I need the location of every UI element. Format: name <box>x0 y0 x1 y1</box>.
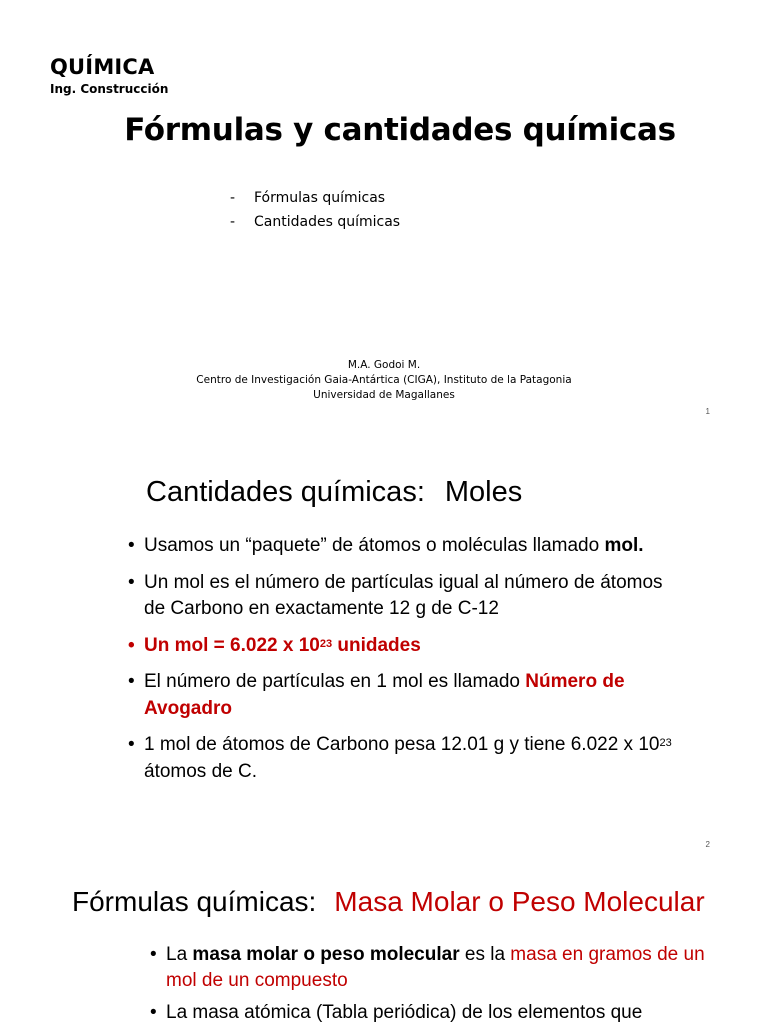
list-item <box>128 533 688 560</box>
bullet-list <box>128 533 688 795</box>
bullet-marker: • <box>128 571 135 593</box>
bullet-text: La masa atómica (Tabla periódica) de los elementos que <box>166 1002 643 1023</box>
slide-title-sub: Moles <box>444 476 523 508</box>
bullet-text: Un mol es el número de partículas igual al número de átomos de Carbono en exactamente 12 g de C-12 <box>144 571 663 619</box>
dash-marker: - <box>230 190 236 206</box>
author-affiliation: Centro de Investigación Gaia-Antártica (CIGA), Instituto de la Patagonia <box>196 374 572 386</box>
bullet-marker: • <box>128 634 135 656</box>
bullet-red-term: masa en gramos de un mol de un compuesto <box>166 944 705 991</box>
bullet-bold-term: mol. <box>604 535 644 556</box>
course-title: QUÍMICA <box>50 55 155 79</box>
bullet-text-mid: es la <box>459 944 511 965</box>
presentation-title: Fórmulas y cantidades químicas <box>124 112 676 148</box>
slide-title <box>72 886 705 918</box>
author-block <box>0 358 768 403</box>
list-item <box>128 732 688 785</box>
author-name: M.A. Godoi M. <box>347 359 421 371</box>
list-item <box>150 1000 740 1026</box>
bullet-marker: • <box>128 734 135 755</box>
page-number: 1 <box>705 407 710 416</box>
list-item <box>150 942 740 994</box>
exponent: 23 <box>659 737 672 749</box>
slide-title <box>146 476 522 509</box>
bullet-text-suffix: átomos de C. <box>144 760 257 782</box>
bullet-marker: • <box>128 535 135 556</box>
bullet-marker: • <box>150 944 157 965</box>
slide-title-main: Cantidades químicas: <box>146 476 425 508</box>
bullet-bold-term: masa molar o peso molecular <box>192 944 460 965</box>
topic-item <box>230 190 400 214</box>
bullet-text: La <box>166 944 193 965</box>
slide-2 <box>0 432 768 864</box>
bullet-text-suffix: unidades <box>332 634 421 656</box>
slide-title-main: Fórmulas químicas: <box>72 886 317 917</box>
slide-title-red: Masa Molar o Peso Molecular <box>334 886 705 917</box>
topics-list <box>230 190 400 238</box>
bullet-list <box>150 942 740 1032</box>
topic-label: Cantidades químicas <box>254 214 401 230</box>
bullet-red-term: Número de Avogadro <box>144 671 625 719</box>
list-item <box>128 669 688 722</box>
bullet-text: 1 mol de átomos de Carbono pesa 12.01 g y tiene 6.022 x 10 <box>144 734 660 755</box>
slide-3 <box>0 864 768 1024</box>
topic-label: Fórmulas químicas <box>254 190 386 206</box>
bullet-text: El número de partículas en 1 mol es llamado <box>144 671 526 692</box>
author-university: Universidad de Magallanes <box>313 389 455 401</box>
topic-item <box>230 214 400 238</box>
page-number: 2 <box>705 840 710 849</box>
bullet-marker: • <box>150 1002 157 1023</box>
bullet-marker: • <box>128 671 135 692</box>
bullet-text: Usamos un “paquete” de átomos o moléculas llamado <box>144 535 600 556</box>
bullet-text: Un mol = 6.022 x 10 <box>144 634 320 656</box>
list-item-highlight <box>128 633 688 660</box>
list-item <box>128 570 688 623</box>
exponent: 23 <box>319 637 333 650</box>
dash-marker: - <box>230 214 236 230</box>
slide-1 <box>0 0 768 432</box>
course-subtitle: Ing. Construcción <box>50 82 169 96</box>
